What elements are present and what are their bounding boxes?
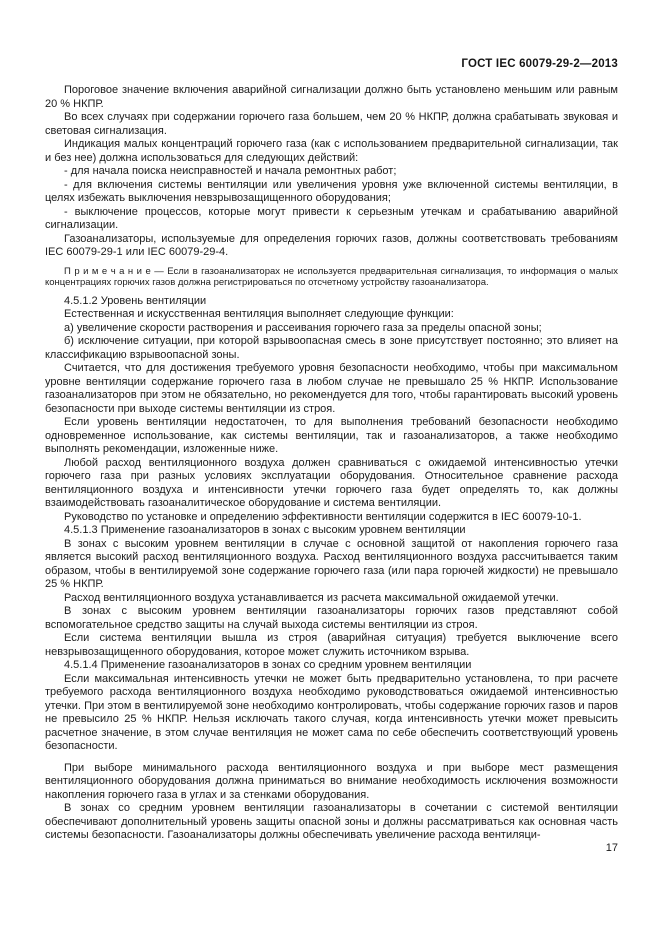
list-item: - выключение процессов, которые могут привести к серьезным утечкам и срабатыванию аварийной сигнализации. (45, 205, 618, 231)
document-header-standard-code: ГОСТ IEC 60079-29-2—2013 (461, 58, 618, 70)
paragraph: В зонах с высоким уровнем вентиляции газоанализаторы горючих газов представляют собой вспомогательное средство защиты на случай выхода системы вентиляции из строя. (45, 605, 618, 631)
paragraph: Считается, что для достижения требуемого уровня безопасности необходимо, чтобы при максимальном уровне вентиляции содержание горючего газа в любом случае не превышало 25 % НКПР. Использование газоанализаторов при этом не обязательно, но рекомендуется для того, чтобы гарантировать высокий уровень безопасности при выходе системы вентиляции из строя. (45, 362, 618, 415)
paragraph: Если максимальная интенсивность утечки не может быть предварительно установлена, то при расчете требуемого расхода вентиляционного воздуха необходимо руководствоваться ожидаемой интенсивностью утечки. При этом в вентилируемой зоне необходимо контролировать, чтобы содержание горючих газов и паров не превысило 25 % НКПР. Нельзя исключать такого случая, когда интенсивность утечки может превысить расчетное значение, в этом случае вентиляция не может сама по себе обеспечить соответствующий уровень безопасности. (45, 672, 618, 753)
paragraph: Руководство по установке и определению эффективности вентиляции содержится в IEC 60079-10-1. (64, 510, 582, 523)
list-item: - для включения системы вентиляции или увеличения уровня уже включенной системы вентиляции, в целях избежать выключения невзрывозащищенного оборудования; (45, 178, 618, 204)
paragraph: Любой расход вентиляционного воздуха должен сравниваться с ожидаемой интенсивностью утечки горючего газа при разных условиях эксплуатации оборудования. Относительное сравнение расхода вентиляционного воздуха и интенсивности утечки горючего газа будет определять то, как должны взаимодействовать газоаналитическое оборудование и система вентиляции. (45, 456, 618, 510)
paragraph: Газоанализаторы, используемые для определения горючих газов, должны соответствовать требованиям IEC 60079-29-1 или IEC 60079-29-4. (45, 232, 618, 258)
document-content (45, 84, 618, 843)
section-heading: 4.5.1.3 Применение газоанализаторов в зонах с высоким уровнем вентиляции (64, 524, 466, 537)
paragraph: Индикация малых концентраций горючего газа (как с использованием предварительной сигнализации, так и без нее) должна использоваться для следующих действий: (45, 138, 618, 164)
section-heading: 4.5.1.2 Уровень вентиляции (64, 294, 207, 307)
note-paragraph: П р и м е ч а н и е — Если в газоанализаторах не используется предварительная сигнализация, то информация о малых концентрациях горючих газов должна регистрироваться по отсчетному устройству газоанализатора. (45, 265, 618, 289)
list-item: - для начала поиска неисправностей и начала ремонтных работ; (64, 165, 397, 177)
paragraph: Расход вентиляционного воздуха устанавливается из расчета максимальной ожидаемой утечки. (64, 591, 559, 604)
paragraph: В зонах со средним уровнем вентиляции газоанализаторы в сочетании с системой вентиляции обеспечивают дополнительный уровень защиты опасной зоны и должны рассматриваться как основная часть системы безопасности. Газоанализаторы должны обеспечивать увеличение расхода вентиляци- (45, 802, 618, 842)
paragraph: Если система вентиляции вышла из строя (аварийная ситуация) требуется выключение всего невзрывозащищенного оборудования, которое может служить источником взрыва. (45, 632, 618, 658)
list-item: а) увеличение скорости растворения и рассеивания горючего газа за пределы опасной зоны; (64, 321, 542, 334)
paragraph: При выборе минимального расхода вентиляционного воздуха и при выборе мест размещения вентиляционного оборудования должна приниматься во внимание необходимость исключения возможности накопления горючего газа в углах и за стенками оборудования. (45, 761, 618, 801)
paragraph: Пороговое значение включения аварийной сигнализации должно быть установлено меньшим или равным 20 % НКПР. (45, 84, 618, 110)
paragraph: В зонах с высоким уровнем вентиляции в случае с основной защитой от накопления горючего газа является высокий расход вентиляционного воздуха. Расход вентиляционного воздуха рассчитывается таким образом, чтобы в вентилируемой зоне содержание горючего газа (или пара горючей жидкости) не превышало 25 % НКПР. (45, 537, 618, 591)
paragraph: Во всех случаях при содержании горючего газа большем, чем 20 % НКПР, должна срабатывать звуковая и световая сигнализация. (45, 111, 618, 137)
paragraph: Если уровень вентиляции недостаточен, то для выполнения требований безопасности необходимо одновременное использование, как системы вентиляции, так и газоанализаторов, а также необходимо выполнять рекомендации, изложенные ниже. (45, 416, 618, 456)
page-number: 17 (605, 842, 618, 854)
section-heading: 4.5.1.4 Применение газоанализаторов в зонах со средним уровнем вентиляции (64, 659, 472, 672)
paragraph: Естественная и искусственная вентиляция выполняет следующие функции: (64, 308, 454, 321)
list-item: б) исключение ситуации, при которой взрывоопасная смесь в зоне присутствует постоянно; это влияет на классификацию взрывоопасной зоны. (45, 335, 618, 361)
